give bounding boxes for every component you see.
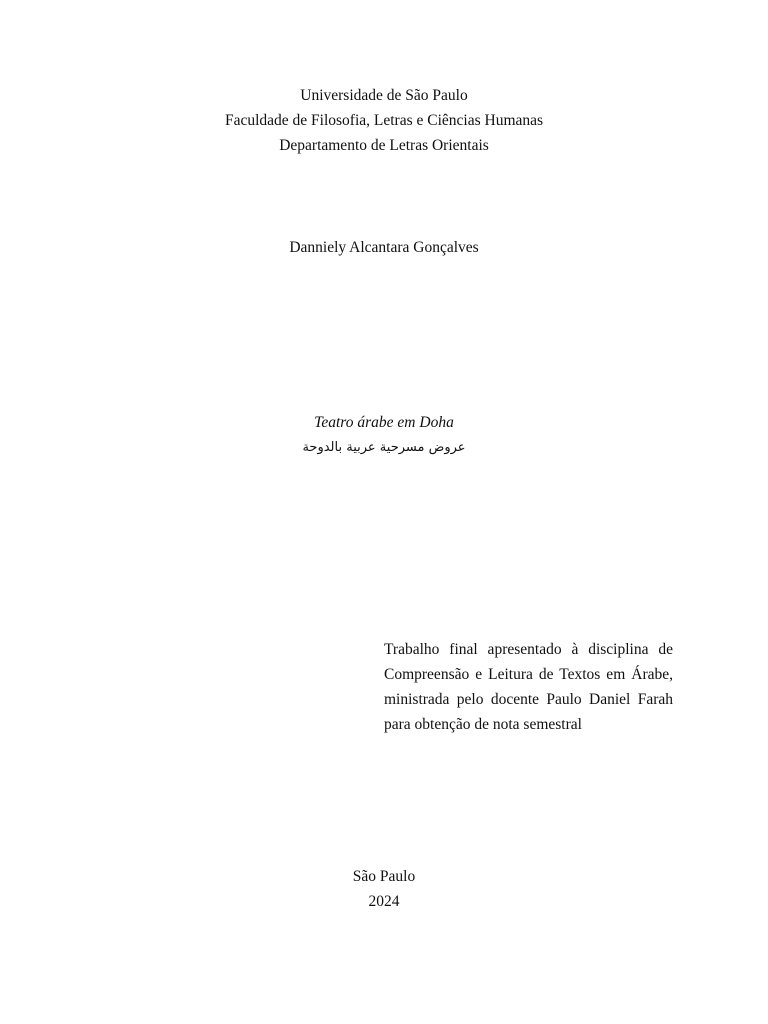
year: 2024 xyxy=(368,893,400,910)
arabic-title: عروض مسرحية عربية بالدوحة xyxy=(302,440,466,455)
work-description: Trabalho final apresentado à disciplina de Compreensão e Leitura de Textos em Árabe, ministrada pelo docente Paulo Daniel Farah para obtenção de nota semestral xyxy=(384,641,673,733)
city: São Paulo xyxy=(352,868,416,885)
institution-header xyxy=(0,83,768,158)
work-title: Teatro árabe em Doha xyxy=(314,414,454,431)
author-name: Danniely Alcantara Gonçalves xyxy=(289,239,479,256)
faculty-name: Faculdade de Filosofia, Letras e Ciências Humanas xyxy=(224,112,544,129)
department-name: Departamento de Letras Orientais xyxy=(279,137,489,154)
university-name: Universidade de São Paulo xyxy=(300,87,468,104)
footer-location-date xyxy=(0,864,768,914)
